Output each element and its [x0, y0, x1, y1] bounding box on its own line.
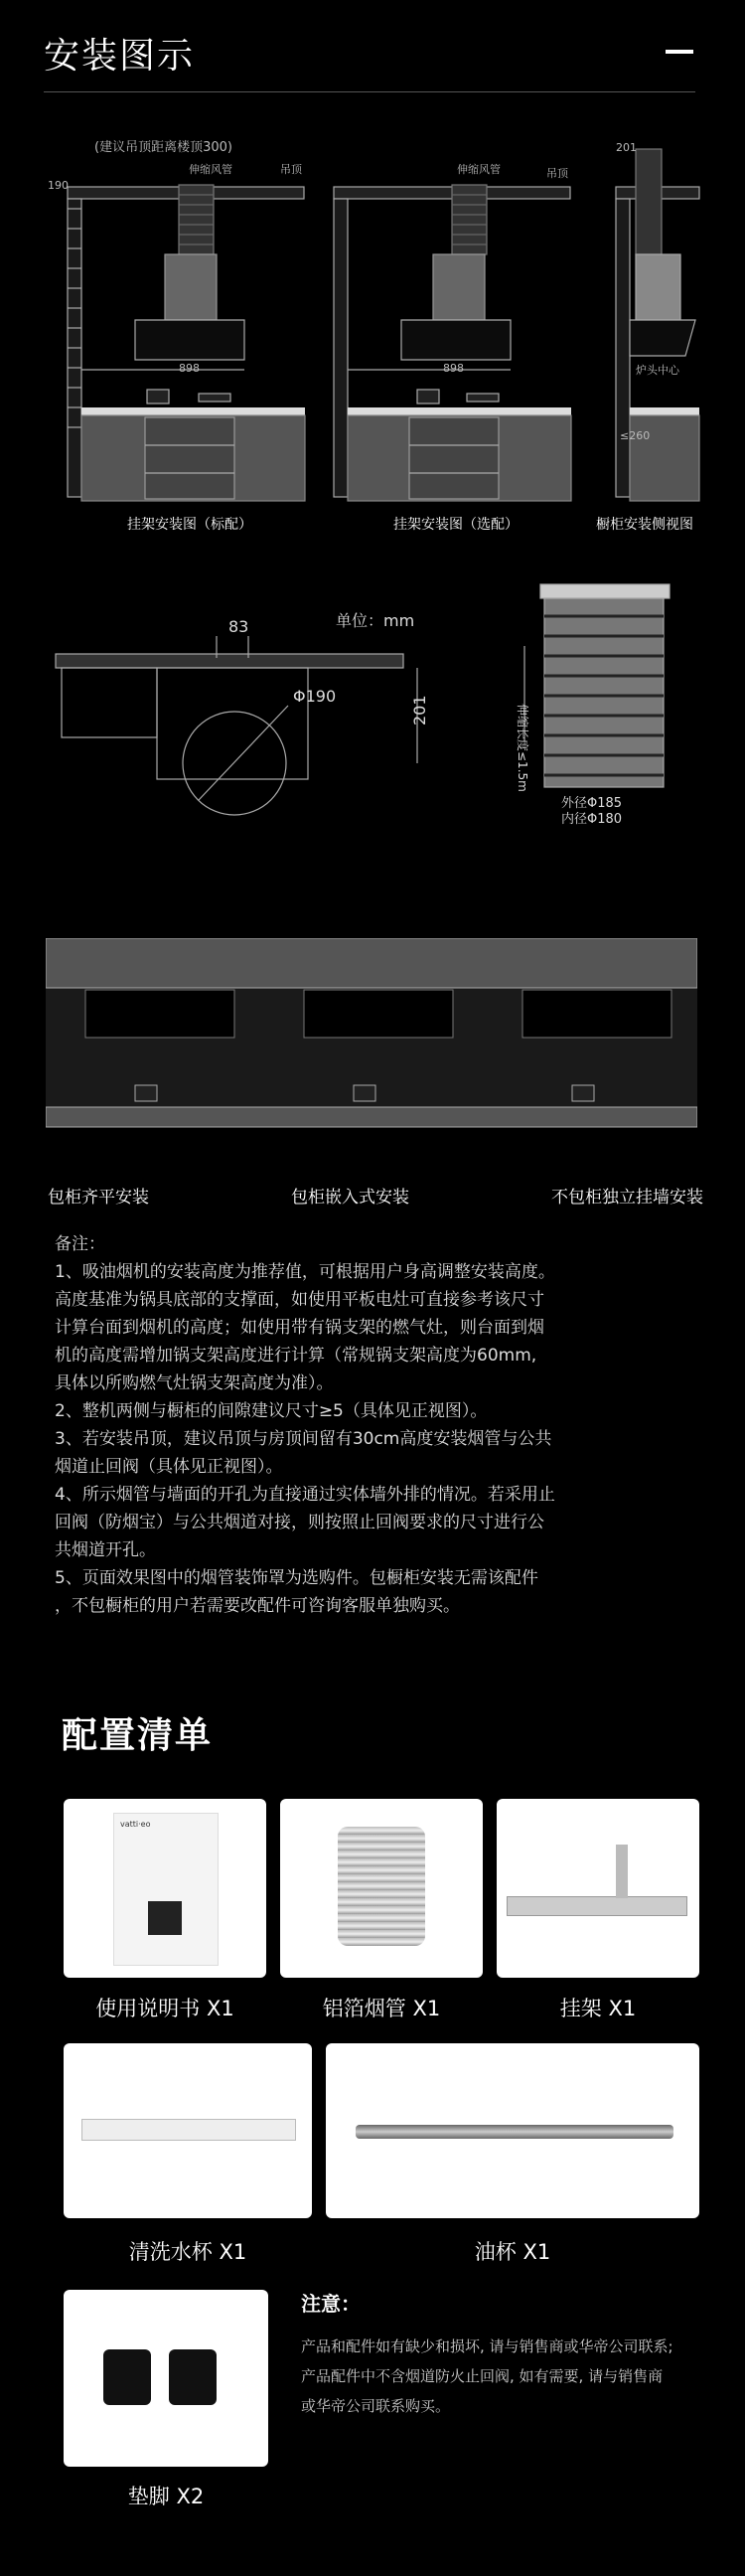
- item-label: 使用说明书 X1: [95, 1997, 234, 2020]
- label-flex-duct: 伸缩风管: [189, 163, 232, 176]
- collapse-icon[interactable]: [666, 50, 693, 54]
- page-title: 安装图示: [44, 36, 196, 77]
- item-label: 垫脚 X2: [127, 2485, 205, 2508]
- duct-card: [280, 1799, 483, 1978]
- manual-icon: [113, 1813, 219, 1966]
- dim-83: 83: [228, 617, 249, 636]
- qr-code: [148, 1901, 182, 1935]
- label-inner-diameter: 内径Φ180: [561, 812, 623, 827]
- notes-heading: 备注：: [55, 1234, 105, 1254]
- label-stove-center: 炉头中心: [636, 364, 679, 377]
- note-line: 具体以所购燃气灶锅支架高度为准）。: [55, 1373, 334, 1393]
- dim-260: ≤260: [620, 429, 651, 442]
- note-line: 共烟道开孔。: [55, 1540, 156, 1560]
- item-label: 油杯 X1: [474, 2240, 551, 2264]
- note-line: 1、吸油烟机的安装高度为推荐值，可根据用户身高调整安装高度。: [55, 1262, 555, 1282]
- install-type-flush: 包柜齐平安装: [48, 1188, 149, 1208]
- item-label: 挂架 X1: [559, 1997, 637, 2020]
- dim-898-2: 898: [443, 362, 464, 375]
- note-line: 4、所示烟管与墙面的开孔为直接通过实体墙外排的情况。若采用止: [55, 1485, 555, 1505]
- notice-line: 或华帝公司联系购买。: [301, 2397, 451, 2415]
- dim-phi190: Φ190: [293, 687, 337, 706]
- label-outer-diameter: 外径Φ185: [561, 796, 623, 811]
- label-ceiling-2: 吊顶: [546, 167, 568, 180]
- cup-icon: [81, 2119, 296, 2141]
- dim-201-mid: 201: [410, 695, 429, 725]
- feet-card: [64, 2290, 268, 2467]
- cup-card: [64, 2043, 312, 2218]
- notice-heading: 注意：: [301, 2292, 361, 2316]
- item-label: 清洗水杯 X1: [128, 2240, 247, 2264]
- note-line: 计算台面到烟机的高度；如使用带有锅支架的燃气灶，则台面到烟: [55, 1318, 544, 1338]
- note-line: 烟道止回阀（具体见正视图）。: [55, 1457, 283, 1477]
- dim-898: 898: [179, 362, 200, 375]
- header-divider: [44, 91, 695, 92]
- oil-cup-icon: [356, 2125, 673, 2139]
- note-line: 机的高度需增加锅支架高度进行计算（常规锅支架高度为60mm,: [55, 1346, 537, 1366]
- bracket-card: [497, 1799, 699, 1978]
- install-type-wall: 不包柜独立挂墙安装: [551, 1188, 703, 1208]
- installation-diagrams: [0, 129, 745, 547]
- caption-side: 橱柜安装侧视图: [596, 517, 693, 533]
- caption-standard: 挂架安装图（标配）: [127, 517, 252, 533]
- install-type-embedded: 包柜嵌入式安装: [291, 1188, 409, 1208]
- diagram-side-view: [616, 149, 699, 501]
- manual-card: [64, 1799, 266, 1978]
- config-title: 配置清单: [62, 1715, 214, 1756]
- feet-icon: [169, 2349, 217, 2405]
- notice-text: [301, 2332, 745, 2421]
- note-line: 2、整机两侧与橱柜的间隙建议尺寸≥5（具体见正视图）。: [55, 1401, 488, 1421]
- caption-optional: 挂架安装图（选配）: [393, 517, 519, 533]
- duct-icon: [338, 1827, 425, 1946]
- notes-section: [55, 1230, 651, 1620]
- note-line: 高度基准为锅具底部的支撑面，如使用平板电灶可直接参考该尺寸: [55, 1290, 544, 1310]
- ceiling-note: (建议吊顶距离楼顶300): [94, 140, 232, 155]
- notice-line: 产品和配件如有缺少和损坏, 请与销售商或华帝公司联系;: [301, 2337, 673, 2355]
- dim-201: 201: [616, 141, 637, 154]
- diagram-optional-bracket: [334, 185, 571, 501]
- diagram-standard-bracket: [68, 185, 305, 501]
- label-unit: 单位：mm: [336, 611, 415, 630]
- oil-cup-card: [326, 2043, 699, 2218]
- bracket-icon: [507, 1896, 687, 1916]
- bracket-arm: [616, 1845, 628, 1898]
- label-duct-length: 伸缩长度≤1.5m: [516, 704, 529, 792]
- label-ceiling: 吊顶: [280, 163, 302, 176]
- note-line: 3、若安装吊顶，建议吊顶与房顶间留有30cm高度安装烟管与公共: [55, 1429, 552, 1449]
- dimension-diagram: [0, 576, 745, 835]
- dim-190: 190: [48, 179, 69, 192]
- manual-brand: vatti·eo: [120, 1820, 151, 1829]
- notice-line: 产品配件中不含烟道防火止回阀, 如有需要, 请与销售商: [301, 2367, 664, 2385]
- item-label: 铝箔烟管 X1: [322, 1997, 441, 2020]
- note-line: 5、页面效果图中的烟管装饰罩为选购件。包橱柜安装无需该配件: [55, 1568, 538, 1588]
- feet-icon: [103, 2349, 151, 2405]
- installation-types: [46, 938, 697, 1177]
- note-line: 回阀（防烟宝）与公共烟道对接，则按照止回阀要求的尺寸进行公: [55, 1513, 544, 1532]
- label-flex-duct-2: 伸缩风管: [457, 163, 501, 176]
- note-line: ，不包橱柜的用户若需要改配件可咨询客服单独购买。: [55, 1596, 460, 1616]
